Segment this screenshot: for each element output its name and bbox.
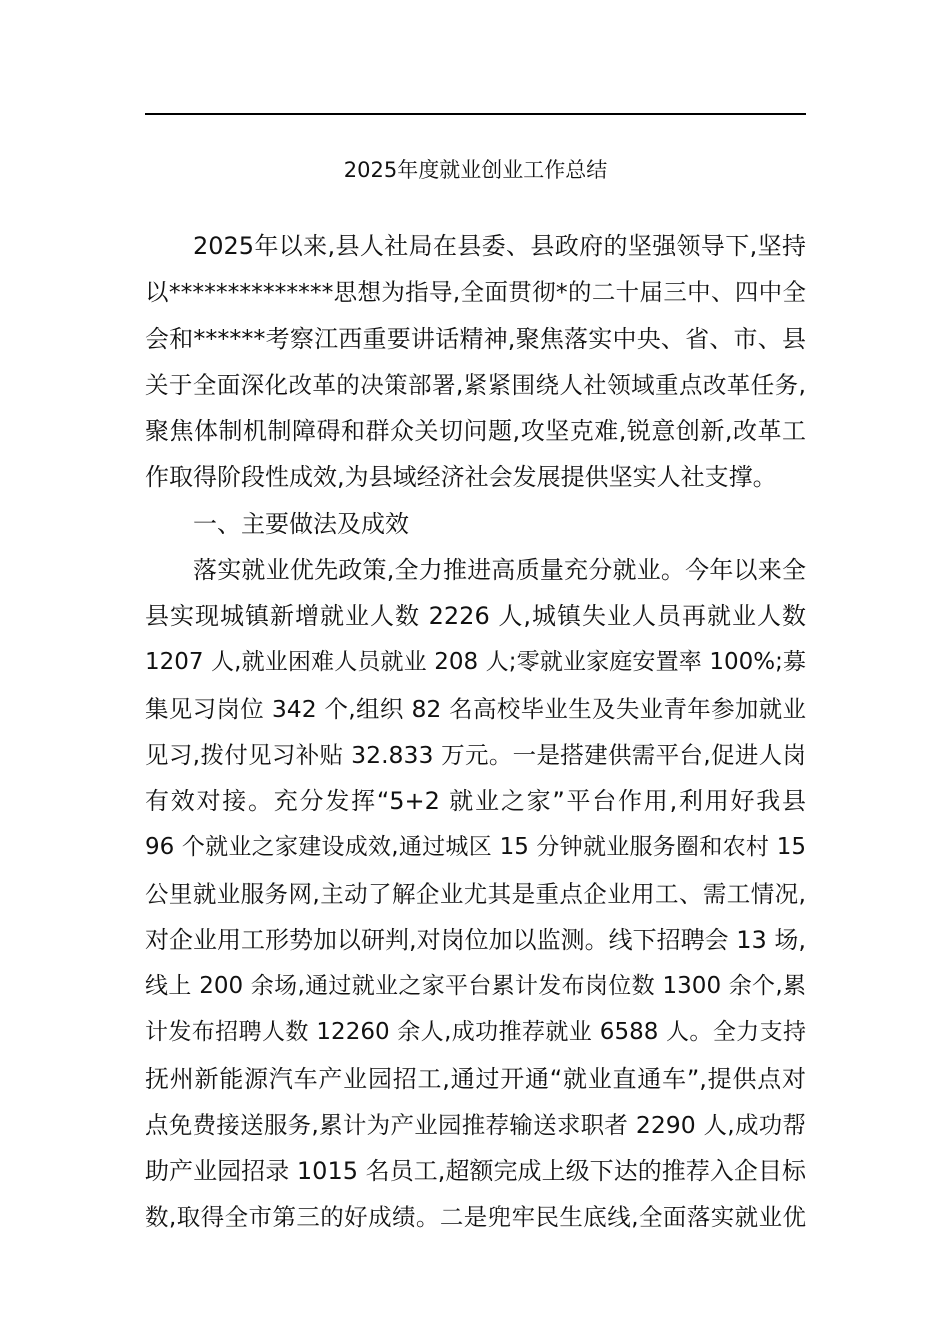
text-line: 落实就业优先政策,全力推进高质量充分就业。今年以来全	[193, 555, 806, 584]
document-title: 2025年度就业创业工作总结	[343, 158, 608, 182]
text-line: 一、主要做法及成效	[193, 509, 409, 538]
text-line: 助产业园招录 1015 名员工,超额完成上级下达的推荐入企目标	[145, 1157, 806, 1185]
text-line: 96 个就业之家建设成效,通过城区 15 分钟就业服务圈和农村 15	[145, 834, 806, 861]
text-line: 作取得阶段性成效,为县域经济社会发展提供坚实人社支撑。	[145, 463, 777, 492]
text-line: 见习,拨付见习补贴 32.833 万元。一是搭建供需平台,促进人岗	[145, 740, 806, 769]
header-rule	[145, 113, 806, 115]
text-line: 有效对接。充分发挥“5+2 就业之家”平台作用,利用好我县	[145, 787, 806, 815]
text-line: 线上 200 余场,通过就业之家平台累计发布岗位数 1300 余个,累	[145, 973, 806, 999]
text-line: 以**************思想为指导,全面贯彻*的二十届三中、四中全	[145, 278, 806, 307]
text-line: 数,取得全市第三的好成绩。二是兜牢民生底线,全面落实就业优	[145, 1203, 806, 1232]
text-line: 会和******考察江西重要讲话精神,聚焦落实中央、省、市、县	[145, 324, 806, 353]
text-line: 公里就业服务网,主动了解企业尤其是重点企业用工、需工情况,	[145, 879, 806, 908]
text-line: 1207 人,就业困难人员就业 208 人;零就业家庭安置率 100%;募	[145, 649, 806, 676]
text-line: 计发布招聘人数 12260 余人,成功推荐就业 6588 人。全力支持	[145, 1019, 806, 1046]
text-line: 抚州新能源汽车产业园招工,通过开通“就业直通车”,提供点对	[145, 1064, 806, 1093]
text-line: 2025年以来,县人社局在县委、县政府的坚强领导下,坚持	[193, 232, 806, 260]
text-line: 点免费接送服务,累计为产业园推荐输送求职者 2290 人,成功帮	[145, 1110, 806, 1139]
text-line: 集见习岗位 342 个,组织 82 名高校毕业生及失业青年参加就业	[145, 694, 806, 723]
text-line: 关于全面深化改革的决策部署,紧紧围绕人社领域重点改革任务,	[145, 370, 806, 399]
text-line: 县实现城镇新增就业人数 2226 人,城镇失业人员再就业人数	[145, 602, 806, 630]
text-line: 对企业用工形势加以研判,对岗位加以监测。线下招聘会 13 场,	[145, 925, 806, 954]
text-line: 聚焦体制机制障碍和群众关切问题,攻坚克难,锐意创新,改革工	[145, 417, 806, 445]
